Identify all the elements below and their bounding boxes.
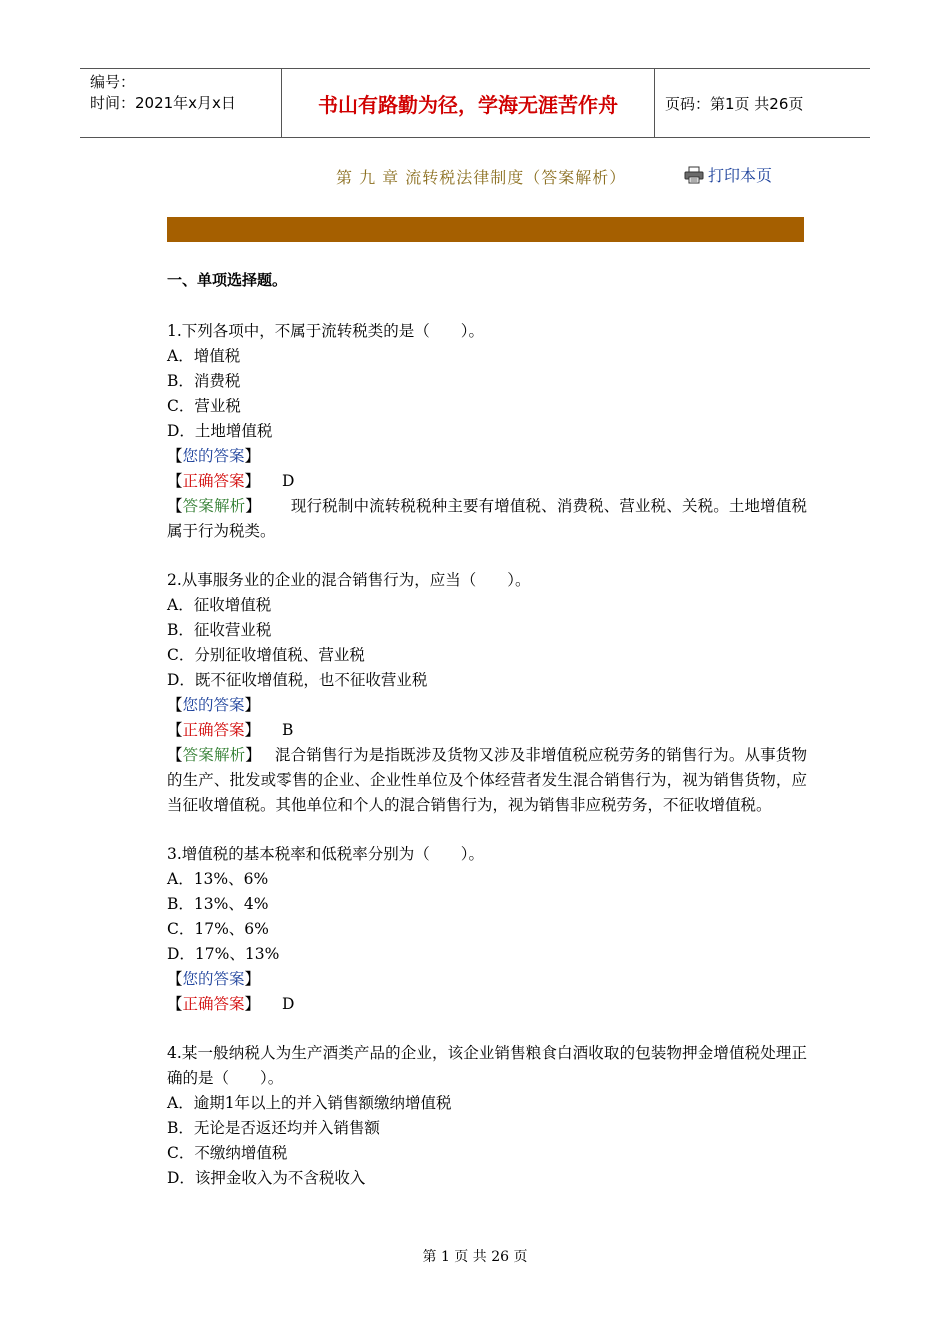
option-a: A．增值税 bbox=[167, 347, 241, 365]
option-a: A．征收增值税 bbox=[167, 596, 272, 614]
option-b: B．无论是否返还均并入销售额 bbox=[167, 1119, 380, 1137]
header-motto: 书山有路勤为径，学海无涯苦作舟 bbox=[282, 69, 655, 137]
correct-answer-row: 【正确答案】 D bbox=[167, 472, 295, 490]
printer-icon bbox=[684, 166, 704, 184]
your-answer-row: 【您的答案】 bbox=[167, 447, 261, 465]
document-header bbox=[80, 68, 870, 138]
correct-answer-label: 正确答案 bbox=[182, 995, 245, 1013]
option-b: B．13%、4% bbox=[167, 895, 269, 913]
correct-answer-value: B bbox=[282, 721, 294, 739]
option-d: D．既不征收增值税，也不征收营业税 bbox=[167, 671, 428, 689]
correct-answer-label: 正确答案 bbox=[182, 472, 245, 490]
analysis-label: 答案解析 bbox=[182, 497, 246, 515]
analysis-text: 混合销售行为是指既涉及货物又涉及非增值税应税劳务的销售行为。从事货物的生产、批发或零售的企业、企业性单位及个体经营者发生混合销售行为，视为销售货物，应当征收增值税。其他单位和个人的混合销售行为，视为销售非应税劳务，不征收增值税。 bbox=[167, 746, 807, 814]
question-1 bbox=[167, 319, 807, 544]
analysis-row: 【答案解析】 现行税制中流转税税种主要有增值税、消费税、营业税、关税。土地增值税属于行为税类。 bbox=[167, 497, 807, 540]
analysis-label: 答案解析 bbox=[182, 746, 246, 764]
print-page-link[interactable] bbox=[684, 163, 772, 186]
question-content bbox=[167, 268, 807, 1215]
option-d: D．该押金收入为不含税收入 bbox=[167, 1169, 366, 1187]
analysis-row: 【答案解析】 混合销售行为是指既涉及货物又涉及非增值税应税劳务的销售行为。从事货物的生产、批发或零售的企业、企业性单位及个体经营者发生混合销售行为，视为销售货物，应当征收增值税。其他单位和个人的混合销售行为，视为销售非应税劳务，不征收增值税。 bbox=[167, 746, 807, 814]
question-3 bbox=[167, 842, 807, 1017]
question-4 bbox=[167, 1041, 807, 1191]
question-stem: 1.下列各项中，不属于流转税类的是（ ）。 bbox=[167, 322, 485, 340]
correct-answer-row: 【正确答案】 D bbox=[167, 995, 295, 1013]
print-label: 打印本页 bbox=[708, 166, 773, 185]
correct-answer-value: D bbox=[282, 995, 295, 1013]
your-answer-label: 您的答案 bbox=[182, 696, 245, 714]
analysis-text: 现行税制中流转税税种主要有增值税、消费税、营业税、关税。土地增值税属于行为税类。 bbox=[167, 497, 807, 540]
option-b: B．消费税 bbox=[167, 372, 241, 390]
header-meta bbox=[80, 69, 282, 137]
your-answer-row: 【您的答案】 bbox=[167, 970, 261, 988]
option-d: D．土地增值税 bbox=[167, 422, 273, 440]
time-label: 时间：2021年x月x日 bbox=[90, 94, 236, 112]
section-title: 一、单项选择题。 bbox=[167, 271, 288, 289]
correct-answer-label: 正确答案 bbox=[182, 721, 245, 739]
option-c: C．不缴纳增值税 bbox=[167, 1144, 288, 1162]
question-stem: 2.从事服务业的企业的混合销售行为，应当（ ）。 bbox=[167, 571, 531, 589]
option-c: C．分别征收增值税、营业税 bbox=[167, 646, 365, 664]
your-answer-label: 您的答案 bbox=[182, 447, 245, 465]
chapter-title: 第 九 章 流转税法律制度（答案解析） bbox=[336, 168, 627, 187]
option-d: D．17%、13% bbox=[167, 945, 280, 963]
number-label: 编号： bbox=[90, 73, 136, 91]
question-stem: 4.某一般纳税人为生产酒类产品的企业，该企业销售粮食白酒收取的包装物押金增值税处理正确的是（ ）。 bbox=[167, 1044, 807, 1087]
header-page-info: 页码：第1页 共26页 bbox=[665, 94, 804, 113]
your-answer-row: 【您的答案】 bbox=[167, 696, 261, 714]
option-a: A．13%、6% bbox=[167, 870, 269, 888]
correct-answer-value: D bbox=[282, 472, 295, 490]
page-footer: 第 1 页 共 26 页 bbox=[422, 1249, 528, 1265]
correct-answer-row: 【正确答案】 B bbox=[167, 721, 294, 739]
your-answer-label: 您的答案 bbox=[182, 970, 245, 988]
option-b: B．征收营业税 bbox=[167, 621, 272, 639]
option-c: C．17%、6% bbox=[167, 920, 269, 938]
question-stem: 3.增值税的基本税率和低税率分别为（ ）。 bbox=[167, 845, 485, 863]
question-2 bbox=[167, 568, 807, 818]
option-c: C．营业税 bbox=[167, 397, 241, 415]
title-banner bbox=[167, 217, 804, 242]
option-a: A．逾期1年以上的并入销售额缴纳增值税 bbox=[167, 1094, 452, 1112]
